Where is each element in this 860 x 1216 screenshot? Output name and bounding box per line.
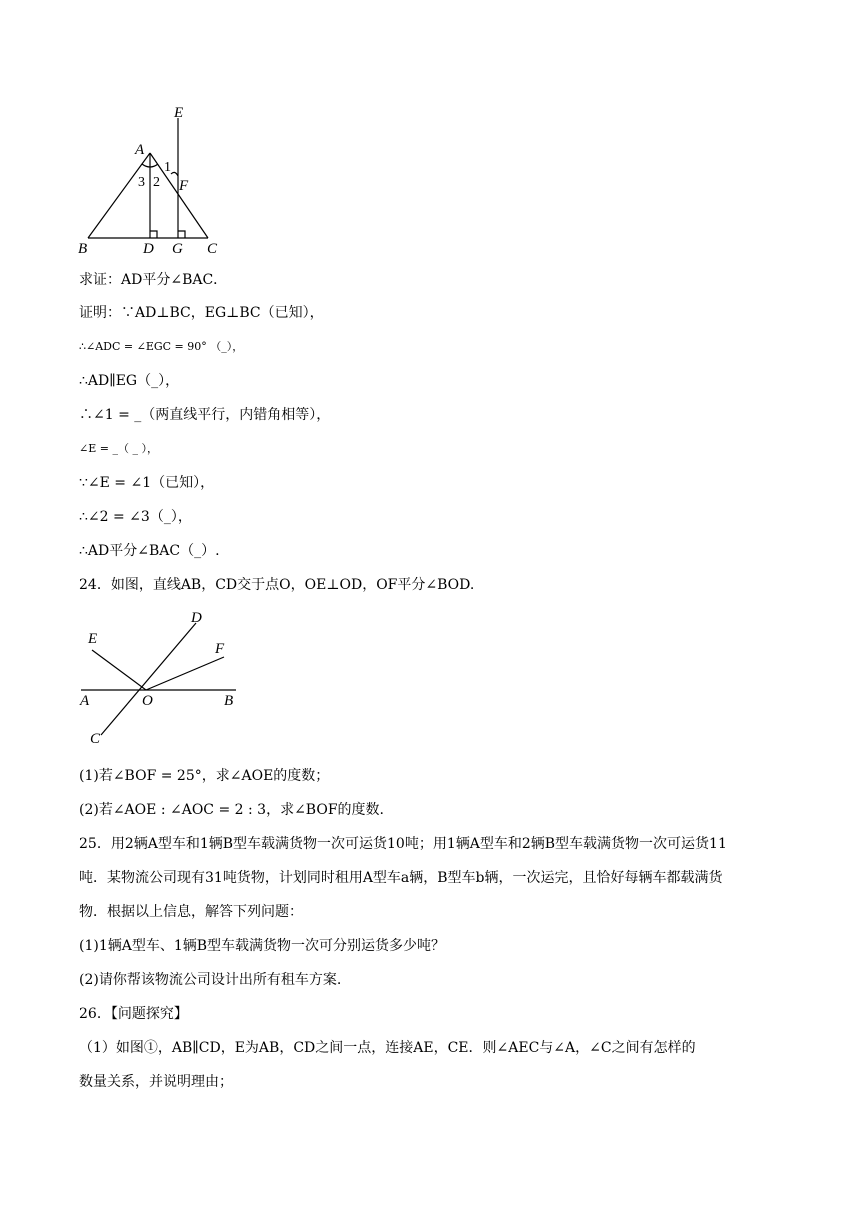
q26-title: 26．【问题探究】	[79, 1006, 188, 1022]
proof-line-4: ∴∠1 = _（两直线平行，内错角相等），	[79, 407, 331, 423]
label-e: E	[174, 105, 184, 121]
right-angle-g	[178, 231, 185, 238]
q24-stem: 24．如图，直线AB，CD交于点O，OE⊥OD，OF平分∠BOD.	[79, 577, 475, 593]
segment-ac	[150, 153, 208, 238]
q25-line-1: 25．用2辆A型车和1辆B型车载满货物一次可运货10吨；用1辆A型车和2辆B型车载满货物一次可运货11	[79, 836, 727, 852]
label-o: O	[142, 693, 153, 709]
label-b: B	[78, 241, 88, 257]
label-angle-2: 2	[153, 175, 160, 190]
ray-oe	[92, 650, 146, 690]
lines-figure	[76, 605, 246, 750]
line-cd	[101, 623, 196, 735]
q25-line-3: 物．根据以上信息，解答下列问题：	[79, 904, 303, 920]
label-g: G	[172, 241, 183, 257]
label-b2: B	[224, 693, 234, 709]
q25-part-1: (1)1辆A型车、1辆B型车载满货物一次可分别运货多少吨？	[79, 938, 446, 954]
ray-of	[146, 657, 224, 690]
right-angle-d	[150, 231, 157, 238]
proof-line-2: ∴∠ADC = ∠EGC = 90° （_），	[79, 340, 244, 353]
proof-line-8: ∴AD平分∠BAC（_）.	[79, 543, 220, 559]
proof-line-3: ∴AD∥EG（_），	[79, 373, 180, 389]
label-c2: C	[90, 731, 101, 747]
q25-part-2: (2)请你帮该物流公司设计出所有租车方案.	[79, 972, 342, 988]
proof-line-7: ∴∠2 = ∠3（_），	[79, 509, 192, 525]
label-angle-1: 1	[164, 160, 171, 175]
q25-line-2: 吨．某物流公司现有31吨货物，计划同时租用A型车a辆，B型车b辆，一次运完，且恰好每辆车都载满货	[79, 870, 723, 886]
label-a: A	[135, 142, 145, 158]
proof-line-6: ∵∠E = ∠1（已知），	[79, 475, 215, 491]
label-e2: E	[88, 631, 98, 647]
label-angle-3: 3	[138, 175, 145, 190]
label-d2: D	[191, 610, 202, 626]
triangle-figure	[72, 100, 232, 260]
proof-claim: 求证：AD平分∠BAC．	[79, 272, 228, 288]
label-f: F	[179, 178, 189, 194]
q26-line-1: （1）如图①，AB∥CD，E为AB，CD之间一点，连接AE，CE．则∠AEC与∠A，∠C之间有怎样的	[79, 1040, 696, 1056]
q24-part-1: (1)若∠BOF = 25°，求∠AOE的度数；	[79, 768, 330, 784]
label-d: D	[143, 241, 154, 257]
q26-line-2: 数量关系，并说明理由；	[79, 1074, 233, 1090]
label-f2: F	[215, 641, 225, 657]
angle-arc-f	[171, 172, 178, 176]
segment-ba	[88, 153, 150, 238]
proof-line-5: ∠E = _（ _ ），	[79, 442, 158, 455]
proof-line-1: 证明：∵AD⊥BC，EG⊥BC（已知），	[79, 305, 324, 321]
label-a2: A	[80, 693, 90, 709]
label-c: C	[207, 241, 218, 257]
q24-part-2: (2)若∠AOE : ∠AOC = 2 : 3，求∠BOF的度数.	[79, 802, 384, 818]
